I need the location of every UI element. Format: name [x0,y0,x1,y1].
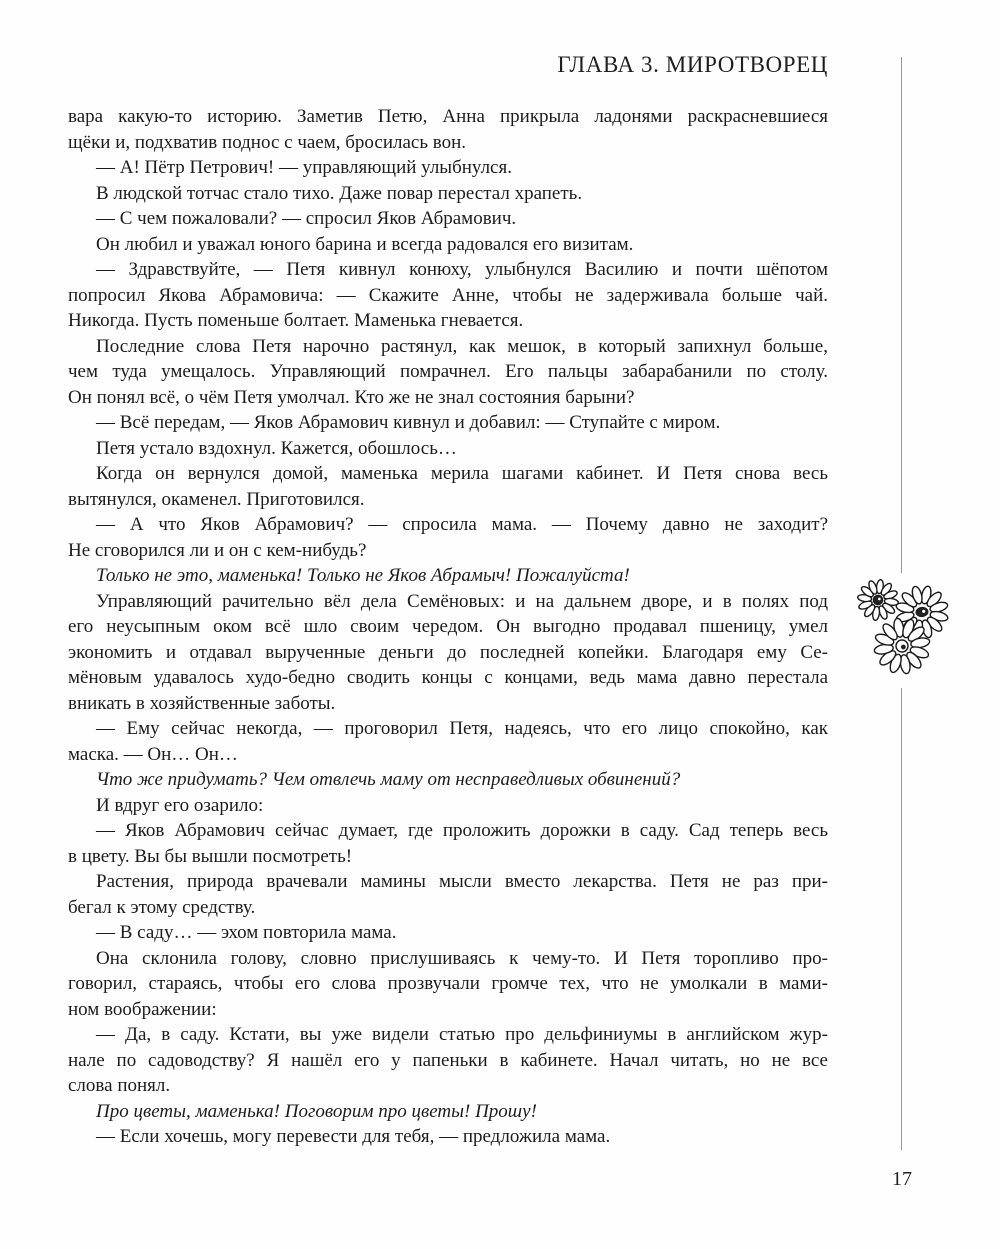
text-line: Когда он вернулся домой, маменька мерила шагами кабинет. И Петя снова весь [96,463,828,484]
text-line: — Ему сейчас некогда, — проговорил Петя, надеясь, что его лицо спокойно, как [96,718,828,739]
text-line: вникать в хозяйственные заботы. [68,692,336,714]
text-line: Не сговорился ли и он с кем-нибудь? [68,539,367,561]
text-line: Она склонила голову, словно прислушиваясь к чему-то. И Петя торопливо про- [96,947,828,969]
text-line: — С чем пожаловали? — спросил Яков Абрамович. [96,208,517,229]
text-line: ном воображении: [68,998,217,1020]
daisy-small [855,577,901,623]
text-line: В людской тотчас стало тихо. Даже повар перестал храпеть. [96,182,583,204]
text-line: маска. — Он… Он… [68,743,238,765]
text-line: — А! Пётр Петрович! — управляющий улыбнулся. [96,157,512,178]
text-line: Он понял всё, о чём Петя умолчал. Кто же не знал состояния барыни? [68,386,635,408]
text-line: — В саду… — эхом повторила мама. [96,922,397,943]
text-line: Управляющий рачительно вёл дела Семёновых: и на дальнем дворе, и в полях под [96,590,828,612]
text-line: Растения, природа врачевали мамины мысли вместо лекарства. Петя не раз при- [96,871,828,892]
text-line: вара какую-то историю. Заметив Петю, Анна прикрыла ладонями раскрасневшиеся [68,106,828,127]
text-line: — Здравствуйте, — Петя кивнул конюху, улыбнулся Василию и почти шёпотом [96,259,828,280]
vertical-rule-top [901,57,902,573]
text-line: вытянулся, окаменел. Приготовился. [68,488,365,510]
daisies-icon [850,574,954,676]
page-number: 17 [892,1168,912,1190]
text-line: чем туда умещалось. Управляющий помрачнел. Его пальцы забарабанили по столу. [68,361,828,382]
text-line: говорил, стараясь, чтобы его слова прозвучали громче тех, что не умолкали в мами- [68,973,828,994]
text-line: нале по садоводству? Я нашёл его у папеньки в кабинете. Начал читать, но не все [68,1049,828,1071]
text-line: попросил Якова Абрамовича: — Скажите Анне, чтобы не задерживала больше чай. [68,284,828,306]
body-text [68,104,828,1150]
text-line: Последние слова Петя нарочно растянул, как мешок, в который запихнул больше, [96,335,828,357]
text-line: Только не это, маменька! Только не Яков Абрамыч! Пожалуйста! [96,565,630,586]
text-line: И вдруг его озарило: [96,794,264,816]
text-line: Он любил и уважал юного барина и всегда радовался его визитам. [96,233,634,255]
text-line: Про цветы, маменька! Поговорим про цветы! Прошу! [96,1100,537,1122]
text-line: мёновым удавалось худо-бедно сводить концы с концами, ведь мама давно перестала [68,667,828,688]
text-line: Никогда. Пусть поменьше болтает. Маменька гневается. [68,310,524,331]
text-line: экономить и отдавал вырученные деньги до последней копейки. Благодаря ему Се- [68,641,828,663]
text-line: бегал к этому средству. [68,896,256,918]
vertical-rule-bottom [901,688,902,1150]
text-line: щёки и, подхватив поднос с чаем, бросилась вон. [68,131,467,153]
chapter-header: ГЛАВА 3. МИРОТВОРЕЦ [557,52,828,77]
text-line: в цвету. Вы бы вышли посмотреть! [68,845,353,867]
text-line: — Всё передам, — Яков Абрамович кивнул и добавил: — Ступайте с миром. [96,412,721,433]
text-line: — Если хочешь, могу перевести для тебя, — предложила мама. [96,1126,611,1147]
text-line: — Да, в саду. Кстати, вы уже видели статью про дельфиниумы в английском жур- [96,1024,828,1045]
text-line: Петя устало вздохнул. Кажется, обошлось… [96,437,457,459]
text-line: слова понял. [68,1075,171,1096]
text-line: — А что Яков Абрамович? — спросила мама. — Почему давно не заходит? [96,514,828,535]
text-line: его неусыпным оком всё шло своим чередом. Он выгодно продавал пшеницу, умел [68,616,828,637]
text-line: Что же придумать? Чем отвлечь маму от несправедливых обвинений? [96,769,681,790]
text-line: — Яков Абрамович сейчас думает, где проложить дорожки в саду. Сад теперь весь [96,820,828,841]
